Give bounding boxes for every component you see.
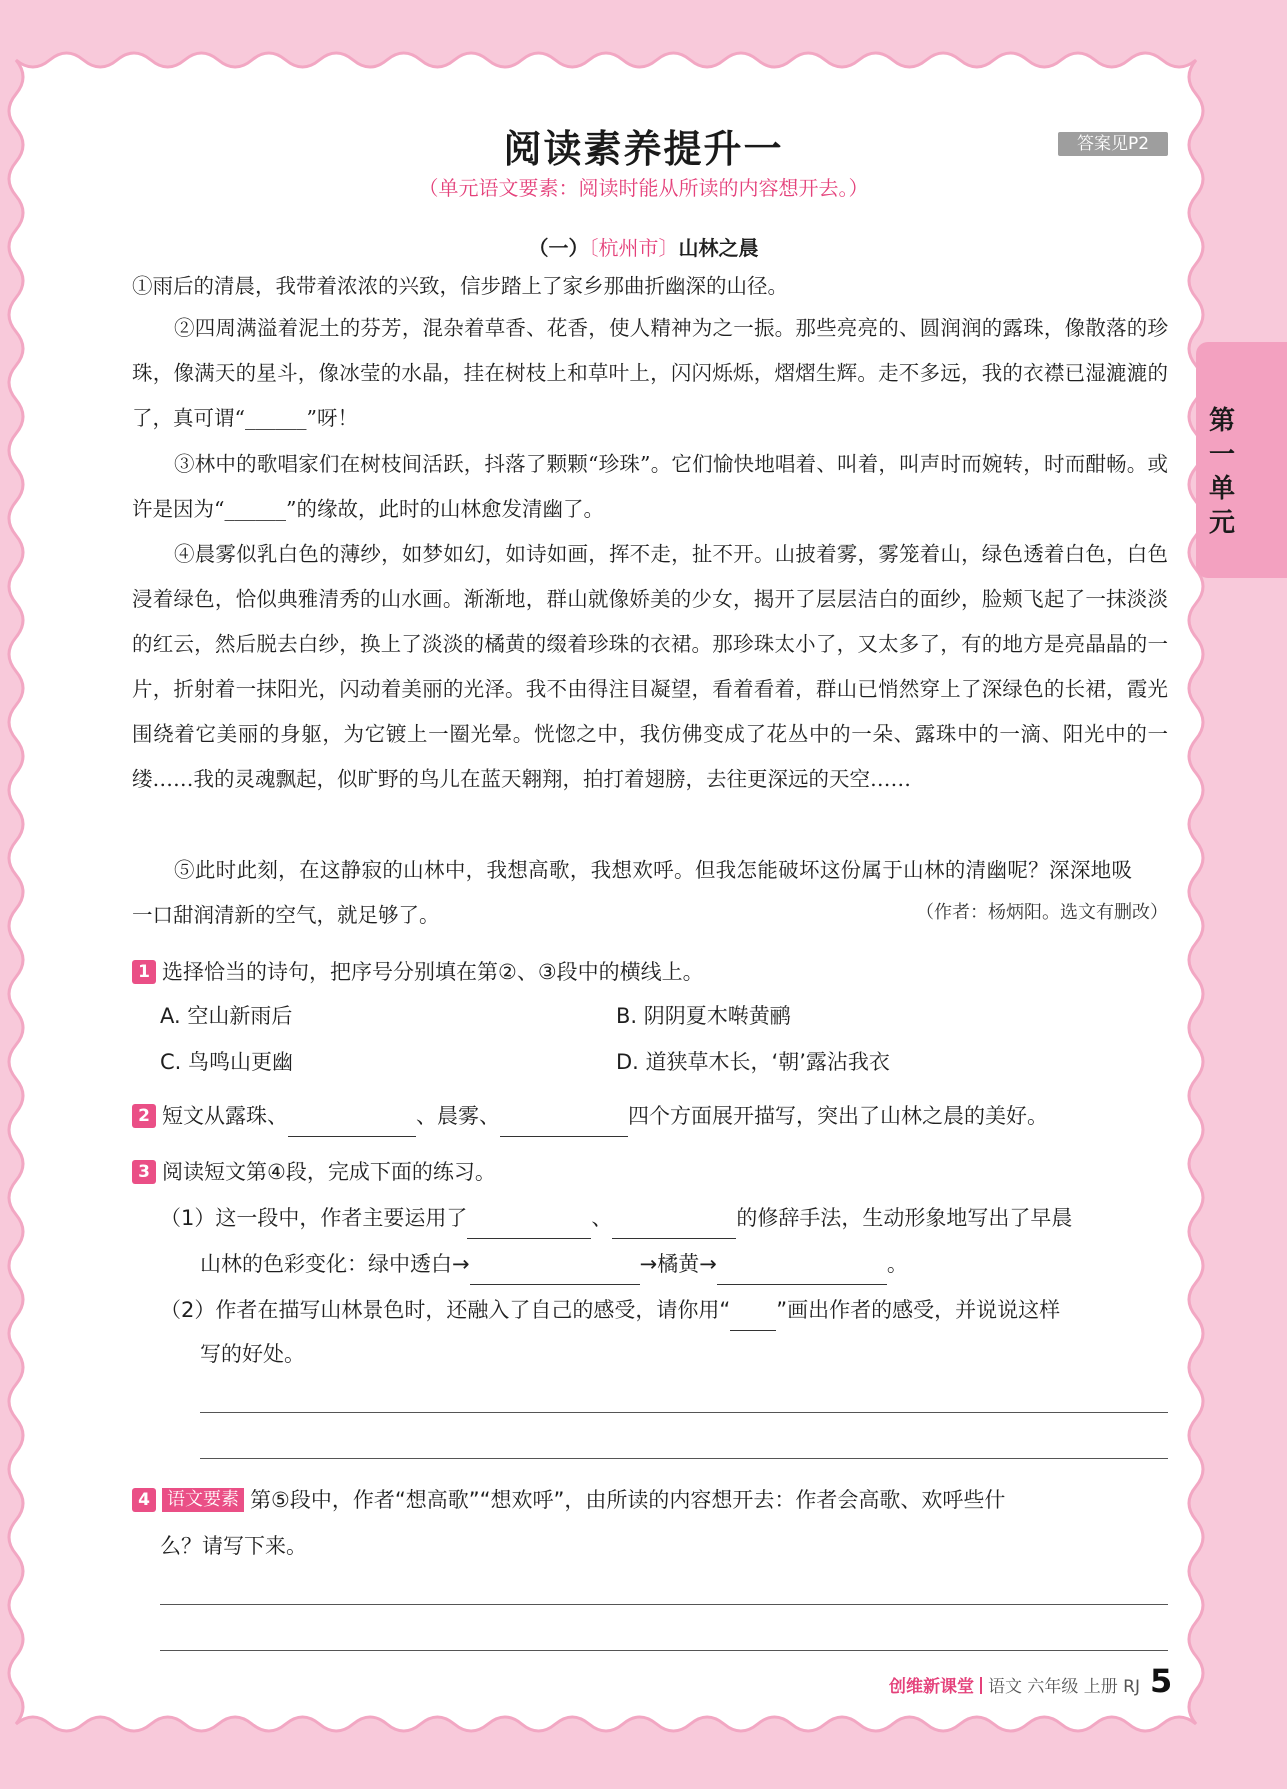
- answer-blank[interactable]: [717, 1252, 887, 1285]
- passage-title: 山林之晨: [678, 236, 759, 260]
- author-credit: （作者：杨炳阳。选文有删改）: [916, 902, 1168, 923]
- underline-sample: [730, 1298, 776, 1331]
- option-d: D. 道狭草木长，‘朝’露沾我衣: [616, 1050, 890, 1074]
- question-text: 第⑤段中，作者“想高歌”“想欢呼”，由所读的内容想开去：作者会高歌、欢呼些什: [250, 1488, 1006, 1512]
- option-b: B. 阴阴夏木啭黄鹂: [616, 1004, 791, 1028]
- sub-question-text: 的修辞手法，生动形象地写出了早晨: [736, 1206, 1073, 1230]
- language-element-tag: 语文要素: [162, 1488, 244, 1512]
- option-c: C. 鸟鸣山更幽: [160, 1050, 294, 1074]
- sub-question-text: 山林的色彩变化：绿中透白→: [200, 1252, 470, 1276]
- passage-number: （一）: [528, 236, 589, 260]
- question-3-sub-2: [160, 1294, 1170, 1331]
- question-3-sub-2-cont: 写的好处。: [200, 1342, 305, 1366]
- footer-separator: [980, 1677, 982, 1694]
- answer-reference-badge: 答案见P2: [1058, 132, 1168, 156]
- unit-requirement: （单元语文要素：阅读时能从所读的内容想开去。）: [418, 176, 869, 200]
- question-4: [132, 1484, 1172, 1516]
- answer-blank[interactable]: [612, 1206, 736, 1239]
- question-3: [132, 1156, 1172, 1188]
- answer-blank[interactable]: [288, 1104, 416, 1137]
- passage-city: 〔杭州市〕: [588, 236, 679, 260]
- passage-heading: [0, 232, 1287, 261]
- footer-brand: 创维新课堂: [888, 1677, 974, 1697]
- answer-line[interactable]: [160, 1604, 1168, 1605]
- paragraph-3: ③林中的歌唱家们在树枝间活跃，抖落了颗颗“珍珠”。它们愉快地唱着、叫着，叫声时而婉转，时而酣畅。或许是因为“______”的缘故，此时的山林愈发清幽了。: [132, 452, 1168, 521]
- answer-blank[interactable]: [500, 1104, 628, 1137]
- question-2: [132, 1100, 1172, 1137]
- answer-blank[interactable]: [470, 1252, 640, 1285]
- question-number: 2: [132, 1104, 156, 1128]
- paragraph-1: ①雨后的清晨，我带着浓浓的兴致，信步踏上了家乡那曲折幽深的山径。: [132, 274, 788, 298]
- question-number: 1: [132, 960, 156, 984]
- footer: [820, 1672, 1140, 1697]
- paragraph-2: ②四周满溢着泥土的芬芳，混杂着草香、花香，使人精神为之一振。那些亮亮的、圆润润的露珠，像散落的珍珠，像满天的星斗，像冰莹的水晶，挂在树枝上和草叶上，闪闪烁烁，熠熠生辉。走不多远，我的衣襟已湿漉漉的了，真可谓“______”呀！: [132, 316, 1168, 430]
- option-a: A. 空山新雨后: [160, 1004, 293, 1028]
- answer-blank[interactable]: [467, 1206, 591, 1239]
- answer-line[interactable]: [160, 1650, 1168, 1651]
- question-3-sub-1-cont: [200, 1248, 1170, 1285]
- question-text-part: 、晨雾、: [416, 1104, 500, 1128]
- question-text: 阅读短文第④段，完成下面的练习。: [162, 1160, 496, 1184]
- sub-question-text: （1）这一段中，作者主要运用了: [160, 1206, 468, 1230]
- question-number: 3: [132, 1160, 156, 1184]
- unit-side-tab-label: 第一单元: [1208, 406, 1235, 538]
- sub-question-text: 、: [591, 1206, 613, 1230]
- paragraph-4: ④晨雾似乳白色的薄纱，如梦如幻，如诗如画，挥不走，扯不开。山披着雾，雾笼着山，绿色透着白色，白色浸着绿色，恰似典雅清秀的山水画。渐渐地，群山就像娇美的少女，揭开了层层洁白的面纱，脸颊飞起了一抹淡淡的红云，然后脱去白纱，换上了淡淡的橘黄的缀着珍珠的衣裙。那珍珠太小了，又太多了，有的地方是亮晶晶的一片，折射着一抹阳光，闪动着美丽的光泽。我不由得注目凝望，看着看着，群山已悄然穿上了深绿色的长裙，霞光围绕着它美丽的身躯，为它镀上一圈光晕。恍惚之中，我仿佛变成了花丛中的一朵、露珠中的一滴、阳光中的一缕……我的灵魂飘起，似旷野的鸟儿在蓝天翱翔，拍打着翅膀，去往更深远的天空……: [132, 542, 1168, 791]
- question-number: 4: [132, 1488, 156, 1512]
- question-4-cont: 么？请写下来。: [160, 1534, 307, 1558]
- question-3-sub-1: [160, 1202, 1170, 1239]
- sub-question-text: →橘黄→: [639, 1252, 717, 1276]
- answer-line[interactable]: [200, 1412, 1168, 1413]
- footer-info: 语文 六年级 上册 RJ: [987, 1677, 1140, 1697]
- paragraph-5: ⑤此时此刻，在这静寂的山林中，我想高歌，我想欢呼。但我怎能破坏这份属于山林的清幽呢？深深地吸一口甜润清新的空气，就足够了。: [132, 858, 1132, 927]
- page-title: 阅读素养提升一: [503, 127, 784, 171]
- question-text-part: 短文从露珠、: [162, 1104, 288, 1128]
- sub-question-text: （2）作者在描写山林景色时，还融入了自己的感受，请你用“: [160, 1298, 731, 1322]
- question-1: [132, 956, 1172, 988]
- answer-line[interactable]: [200, 1458, 1168, 1459]
- question-text: 选择恰当的诗句，把序号分别填在第②、③段中的横线上。: [162, 960, 704, 984]
- page-number: 5: [1150, 1662, 1173, 1700]
- question-text-part: 四个方面展开描写，突出了山林之晨的美好。: [628, 1104, 1048, 1128]
- sub-question-text: 。: [886, 1252, 908, 1276]
- sub-question-text: ”画出作者的感受，并说说这样: [776, 1298, 1061, 1322]
